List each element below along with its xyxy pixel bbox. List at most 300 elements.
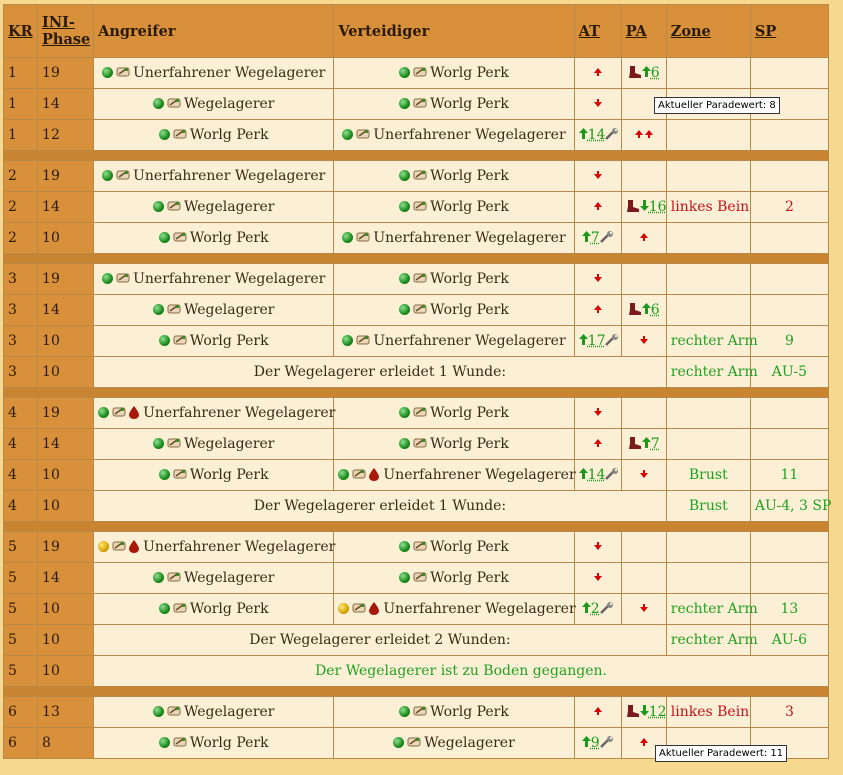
status-healthy-icon — [153, 706, 164, 717]
ini-phase: 14 — [38, 192, 94, 223]
round-number: 5 — [4, 656, 38, 687]
log-row — [4, 264, 829, 295]
defender-name: Unerfahrener Wegelagerer — [373, 230, 566, 246]
log-row — [4, 697, 829, 728]
damage-points — [750, 398, 828, 429]
defender-cell — [334, 429, 574, 460]
defender-name: Unerfahrener Wegelagerer — [383, 601, 576, 617]
attacker-name: Wegelagerer — [183, 570, 275, 586]
status-healthy-icon — [153, 304, 164, 315]
defender-cell — [334, 460, 574, 491]
weapon-icon — [413, 272, 427, 284]
defender-name: Worlg Perk — [430, 168, 509, 184]
round-number: 1 — [4, 58, 38, 89]
hit-zone — [666, 120, 750, 151]
defender-cell — [334, 326, 574, 357]
boot-icon — [626, 705, 640, 718]
weapon-icon — [413, 571, 427, 583]
defender-cell — [334, 532, 574, 563]
arrow-up-green-icon — [582, 601, 591, 617]
weapon-icon — [413, 200, 427, 212]
attacker-name: Wegelagerer — [183, 199, 275, 215]
attacker-name: Unerfahrener Wegelagerer — [133, 65, 326, 81]
wrench-icon — [600, 602, 614, 614]
damage-points: 2 — [750, 192, 828, 223]
defender-name: Worlg Perk — [430, 65, 509, 81]
round-number: 2 — [4, 161, 38, 192]
attacker-name: Wegelagerer — [183, 704, 275, 720]
weapon-icon — [413, 705, 427, 717]
wrench-icon — [605, 334, 619, 346]
status-healthy-icon — [159, 335, 170, 346]
header-row — [4, 5, 829, 58]
attacker-name: Worlg Perk — [189, 333, 269, 349]
arrow-up-red-icon — [593, 437, 603, 452]
weapon-icon — [173, 128, 187, 140]
attack-result — [574, 264, 621, 295]
weapon-icon — [352, 468, 366, 480]
status-healthy-icon — [399, 201, 410, 212]
round-number: 5 — [4, 563, 38, 594]
damage-points — [750, 563, 828, 594]
weapon-icon — [167, 437, 181, 449]
hit-zone: Brust — [666, 491, 750, 522]
attacker-cell — [94, 264, 334, 295]
arrow-up-red-icon — [639, 231, 649, 246]
combat-message: Der Wegelagerer erleidet 2 Wunden: — [94, 625, 667, 656]
attack-result — [574, 89, 621, 120]
hit-zone: linkes Bein — [666, 697, 750, 728]
status-healthy-icon — [159, 129, 170, 140]
defender-cell — [334, 728, 574, 759]
weapon-icon — [356, 231, 370, 243]
round-number: 2 — [4, 192, 38, 223]
col-sp-header[interactable]: SP — [750, 5, 828, 58]
weapon-icon — [116, 169, 130, 181]
damage-points — [750, 429, 828, 460]
attacker-name: Wegelagerer — [183, 96, 275, 112]
value-link[interactable]: 14 — [587, 127, 606, 143]
round-separator — [4, 687, 829, 697]
damage-points — [750, 532, 828, 563]
round-number: 5 — [4, 625, 38, 656]
weapon-icon — [413, 406, 427, 418]
arrow-down-red-icon — [639, 334, 649, 349]
arrow-down-red-icon — [639, 602, 649, 617]
defender-cell — [334, 594, 574, 625]
weapon-icon — [413, 437, 427, 449]
damage-points: AU-5 — [750, 357, 828, 388]
hit-zone: rechter Arm — [666, 357, 750, 388]
round-separator — [4, 388, 829, 398]
log-row — [4, 656, 829, 687]
defender-cell — [334, 58, 574, 89]
col-defender-header: Verteidiger — [334, 5, 574, 58]
blood-drop-icon — [369, 468, 379, 481]
damage-points — [750, 264, 828, 295]
status-healthy-icon — [399, 438, 410, 449]
attacker-name: Worlg Perk — [189, 601, 269, 617]
attacker-name: Unerfahrener Wegelagerer — [143, 539, 336, 555]
log-row — [4, 594, 829, 625]
defender-name: Worlg Perk — [430, 570, 509, 586]
attacker-cell — [94, 532, 334, 563]
ini-phase: 13 — [38, 697, 94, 728]
ini-phase: 12 — [38, 120, 94, 151]
parade-result — [621, 120, 666, 151]
attacker-cell — [94, 460, 334, 491]
defender-cell — [334, 697, 574, 728]
attack-result — [574, 460, 621, 491]
hit-zone — [666, 563, 750, 594]
ini-phase: 10 — [38, 357, 94, 388]
ini-phase: 10 — [38, 594, 94, 625]
attacker-name: Worlg Perk — [189, 467, 269, 483]
weapon-icon — [413, 540, 427, 552]
attacker-cell — [94, 563, 334, 594]
log-row — [4, 192, 829, 223]
value-link[interactable]: 2 — [590, 601, 600, 617]
wrench-icon — [600, 231, 614, 243]
weapon-icon — [407, 736, 421, 748]
arrow-up-green-icon — [642, 65, 651, 81]
ini-phase: 19 — [38, 161, 94, 192]
col-at-header[interactable]: AT — [574, 5, 621, 58]
log-row — [4, 625, 829, 656]
arrow-up-green-icon — [579, 467, 588, 483]
status-healthy-icon — [98, 407, 109, 418]
hit-zone: rechter Arm — [666, 326, 750, 357]
damage-points: 11 — [750, 460, 828, 491]
round-number: 3 — [4, 357, 38, 388]
log-row — [4, 532, 829, 563]
arrow-down-red-icon — [593, 272, 603, 287]
weapon-icon — [173, 602, 187, 614]
parade-result — [621, 460, 666, 491]
arrow-up-green-icon — [642, 302, 651, 318]
arrow-up-red-icon — [593, 200, 603, 215]
round-number: 1 — [4, 89, 38, 120]
log-row — [4, 429, 829, 460]
attack-result — [574, 326, 621, 357]
round-number: 5 — [4, 594, 38, 625]
ini-phase: 14 — [38, 89, 94, 120]
log-row — [4, 357, 829, 388]
hit-zone: Brust — [666, 460, 750, 491]
arrow-up-red-icon — [644, 128, 654, 143]
col-kr-header[interactable]: KR — [4, 5, 38, 58]
boot-icon — [628, 437, 642, 450]
hit-zone — [666, 264, 750, 295]
round-number: 3 — [4, 264, 38, 295]
weapon-icon — [167, 303, 181, 315]
value-link[interactable]: 9 — [590, 735, 600, 751]
weapon-icon — [173, 231, 187, 243]
defender-name: Worlg Perk — [430, 271, 509, 287]
ini-phase: 10 — [38, 223, 94, 254]
status-healthy-icon — [399, 170, 410, 181]
value-link[interactable]: 6 — [650, 302, 660, 318]
round-number: 4 — [4, 491, 38, 522]
round-number: 3 — [4, 326, 38, 357]
status-healthy-icon — [102, 67, 113, 78]
attacker-name: Unerfahrener Wegelagerer — [143, 405, 336, 421]
attack-result — [574, 563, 621, 594]
parade-result — [621, 398, 666, 429]
attacker-cell — [94, 295, 334, 326]
weapon-icon — [356, 128, 370, 140]
ini-phase: 10 — [38, 491, 94, 522]
arrow-up-red-icon — [593, 66, 603, 81]
defender-cell — [334, 563, 574, 594]
attacker-name: Worlg Perk — [189, 127, 269, 143]
ini-phase: 19 — [38, 532, 94, 563]
defender-cell — [334, 264, 574, 295]
attack-result — [574, 398, 621, 429]
weapon-icon — [352, 602, 366, 614]
defender-cell — [334, 161, 574, 192]
damage-points: 9 — [750, 326, 828, 357]
arrow-down-red-icon — [593, 169, 603, 184]
weapon-icon — [356, 334, 370, 346]
defender-name: Worlg Perk — [430, 199, 509, 215]
log-row — [4, 460, 829, 491]
attacker-name: Unerfahrener Wegelagerer — [133, 271, 326, 287]
parade-result — [621, 563, 666, 594]
col-zone-header[interactable]: Zone — [666, 5, 750, 58]
weapon-icon — [167, 571, 181, 583]
attack-result — [574, 161, 621, 192]
combat-message: Der Wegelagerer erleidet 1 Wunde: — [94, 357, 667, 388]
attack-result — [574, 120, 621, 151]
blood-drop-icon — [129, 540, 139, 553]
hit-zone — [666, 58, 750, 89]
status-wounded-icon — [338, 603, 349, 614]
ini-phase: 10 — [38, 460, 94, 491]
tooltip-parade-value: Aktueller Paradewert: 11 — [655, 745, 787, 762]
status-healthy-icon — [399, 304, 410, 315]
weapon-icon — [112, 406, 126, 418]
value-link[interactable]: 12 — [648, 704, 667, 720]
tooltip-parade-value: Aktueller Paradewert: 8 — [654, 97, 780, 114]
ini-phase: 14 — [38, 295, 94, 326]
round-number: 6 — [4, 728, 38, 759]
hit-zone: rechter Arm — [666, 625, 750, 656]
hit-zone — [666, 532, 750, 563]
log-row — [4, 120, 829, 151]
defender-name: Wegelagerer — [424, 735, 515, 751]
defender-cell — [334, 398, 574, 429]
log-row — [4, 161, 829, 192]
log-row — [4, 295, 829, 326]
defender-name: Worlg Perk — [430, 405, 509, 421]
attacker-cell — [94, 192, 334, 223]
attacker-name: Wegelagerer — [183, 436, 275, 452]
arrow-down-red-icon — [593, 540, 603, 555]
arrow-up-red-icon — [639, 736, 649, 751]
attack-result — [574, 192, 621, 223]
arrow-up-green-icon — [582, 230, 591, 246]
parade-result — [621, 192, 666, 223]
arrow-up-red-icon — [634, 128, 644, 143]
wrench-icon — [605, 128, 619, 140]
hit-zone — [666, 161, 750, 192]
damage-points: 13 — [750, 594, 828, 625]
defender-name: Unerfahrener Wegelagerer — [383, 467, 576, 483]
defender-name: Worlg Perk — [430, 96, 509, 112]
attack-result — [574, 429, 621, 460]
defender-cell — [334, 295, 574, 326]
attack-result — [574, 58, 621, 89]
attack-result — [574, 532, 621, 563]
value-link[interactable]: 16 — [648, 199, 667, 215]
parade-result — [621, 223, 666, 254]
status-healthy-icon — [153, 201, 164, 212]
status-healthy-icon — [159, 469, 170, 480]
status-healthy-icon — [393, 737, 404, 748]
status-healthy-icon — [153, 438, 164, 449]
round-separator — [4, 522, 829, 532]
defender-name: Worlg Perk — [430, 436, 509, 452]
wrench-icon — [600, 736, 614, 748]
attacker-cell — [94, 326, 334, 357]
round-number: 6 — [4, 697, 38, 728]
status-healthy-icon — [399, 273, 410, 284]
value-link[interactable]: 14 — [587, 467, 606, 483]
col-ini-header[interactable]: INI- Phase — [38, 5, 94, 58]
hit-zone — [666, 398, 750, 429]
status-healthy-icon — [399, 572, 410, 583]
arrow-up-green-icon — [579, 127, 588, 143]
round-number: 4 — [4, 398, 38, 429]
log-row — [4, 563, 829, 594]
round-separator — [4, 151, 829, 161]
attack-result — [574, 295, 621, 326]
attacker-name: Worlg Perk — [189, 735, 269, 751]
value-link[interactable]: 6 — [650, 65, 660, 81]
combat-message: Der Wegelagerer ist zu Boden gegangen. — [94, 656, 829, 687]
status-healthy-icon — [338, 469, 349, 480]
log-row — [4, 491, 829, 522]
parade-result — [621, 429, 666, 460]
damage-points — [750, 223, 828, 254]
blood-drop-icon — [129, 406, 139, 419]
parade-result — [621, 264, 666, 295]
defender-cell — [334, 120, 574, 151]
boot-icon — [626, 200, 640, 213]
parade-result — [621, 532, 666, 563]
attacker-cell — [94, 728, 334, 759]
attack-result — [574, 594, 621, 625]
col-attacker-header: Angreifer — [94, 5, 334, 58]
round-number: 1 — [4, 120, 38, 151]
status-healthy-icon — [399, 98, 410, 109]
status-healthy-icon — [399, 67, 410, 78]
weapon-icon — [413, 97, 427, 109]
round-separator — [4, 254, 829, 264]
ini-phase: 10 — [38, 656, 94, 687]
weapon-icon — [173, 468, 187, 480]
status-healthy-icon — [153, 98, 164, 109]
hit-zone — [666, 223, 750, 254]
attacker-cell — [94, 161, 334, 192]
parade-result — [621, 594, 666, 625]
weapon-icon — [413, 169, 427, 181]
ini-phase: 19 — [38, 264, 94, 295]
boot-icon — [628, 66, 642, 79]
parade-result — [621, 326, 666, 357]
col-pa-header[interactable]: PA — [621, 5, 666, 58]
status-healthy-icon — [399, 541, 410, 552]
arrow-down-red-icon — [593, 97, 603, 112]
arrow-up-red-icon — [593, 303, 603, 318]
attack-result — [574, 728, 621, 759]
damage-points — [750, 120, 828, 151]
damage-points: 3 — [750, 697, 828, 728]
value-link[interactable]: 7 — [650, 436, 660, 452]
status-healthy-icon — [153, 572, 164, 583]
combat-message: Der Wegelagerer erleidet 1 Wunde: — [94, 491, 667, 522]
round-number: 4 — [4, 460, 38, 491]
weapon-icon — [173, 736, 187, 748]
log-row — [4, 223, 829, 254]
ini-phase: 19 — [38, 398, 94, 429]
attacker-cell — [94, 594, 334, 625]
parade-result — [621, 58, 666, 89]
parade-result — [621, 161, 666, 192]
defender-name: Worlg Perk — [430, 539, 509, 555]
hit-zone: linkes Bein — [666, 192, 750, 223]
attacker-cell — [94, 429, 334, 460]
value-link[interactable]: 7 — [590, 230, 600, 246]
value-link[interactable]: 17 — [587, 333, 606, 349]
log-row — [4, 58, 829, 89]
arrow-up-green-icon — [642, 436, 651, 452]
attack-result — [574, 223, 621, 254]
hit-zone — [666, 295, 750, 326]
defender-name: Worlg Perk — [430, 704, 509, 720]
attacker-cell — [94, 89, 334, 120]
attacker-cell — [94, 398, 334, 429]
defender-name: Worlg Perk — [430, 302, 509, 318]
ini-phase: 8 — [38, 728, 94, 759]
status-healthy-icon — [342, 335, 353, 346]
arrow-down-red-icon — [593, 406, 603, 421]
status-wounded-icon — [98, 541, 109, 552]
damage-points — [750, 161, 828, 192]
ini-phase: 19 — [38, 58, 94, 89]
attacker-name: Wegelagerer — [183, 302, 275, 318]
parade-result — [621, 697, 666, 728]
status-healthy-icon — [342, 232, 353, 243]
weapon-icon — [167, 200, 181, 212]
arrow-down-green-icon — [640, 199, 649, 215]
weapon-icon — [173, 334, 187, 346]
round-number: 4 — [4, 429, 38, 460]
attacker-cell — [94, 697, 334, 728]
round-number: 2 — [4, 223, 38, 254]
weapon-icon — [116, 272, 130, 284]
arrow-down-red-icon — [593, 571, 603, 586]
hit-zone: rechter Arm — [666, 594, 750, 625]
weapon-icon — [167, 705, 181, 717]
attack-result — [574, 697, 621, 728]
status-healthy-icon — [102, 273, 113, 284]
attacker-cell — [94, 223, 334, 254]
defender-name: Unerfahrener Wegelagerer — [373, 127, 566, 143]
ini-phase: 10 — [38, 326, 94, 357]
parade-result — [621, 295, 666, 326]
